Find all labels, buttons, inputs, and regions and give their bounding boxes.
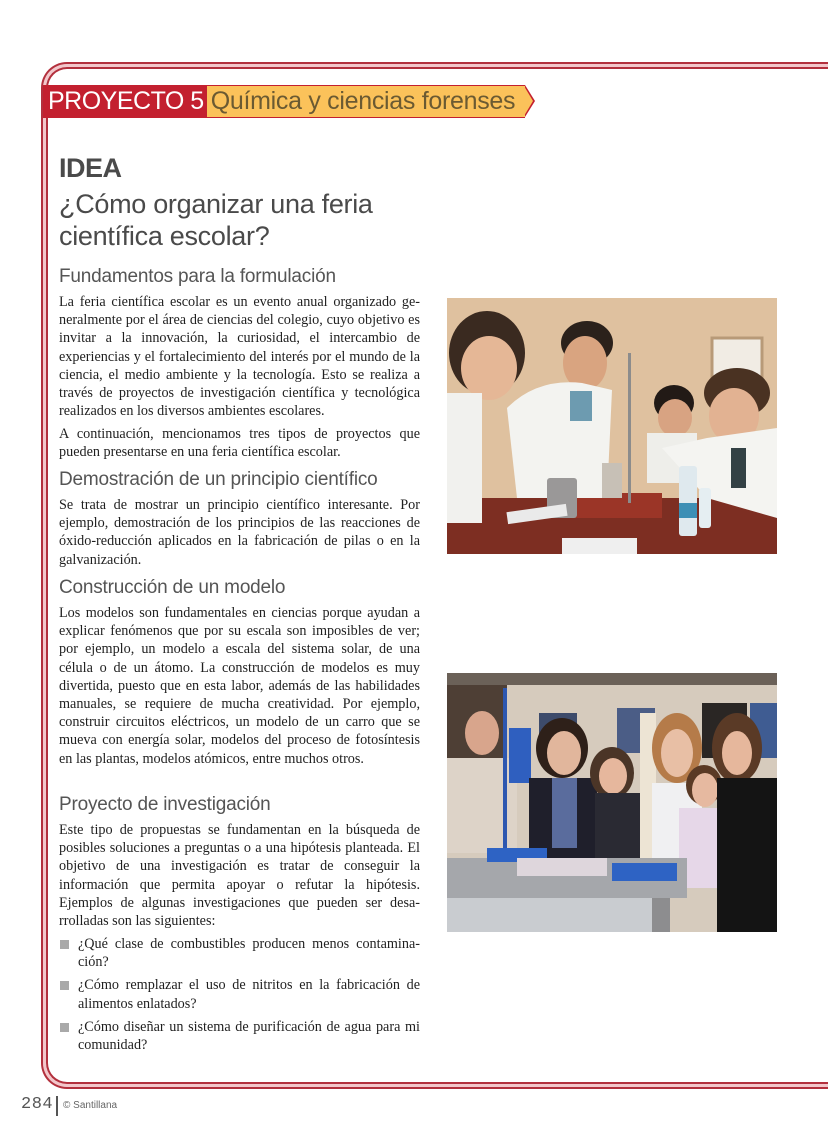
list-item-text: ¿Cómo diseñar un sistema de purificación de agua para mi comunidad? bbox=[78, 1018, 420, 1054]
list-item-text: ¿Qué clase de combustibles producen menos contaminación? bbox=[78, 936, 420, 971]
project-banner bbox=[43, 85, 535, 118]
list-item bbox=[59, 935, 420, 971]
section-title-construccion: Construcción de un modelo bbox=[59, 577, 286, 598]
investigation-examples-list bbox=[59, 935, 420, 1059]
copyright-notice: © Santillana bbox=[63, 1100, 118, 1111]
square-bullet-icon bbox=[60, 981, 69, 990]
section-title-fundamentos: Fundamentos para la formulación bbox=[59, 266, 336, 287]
idea-question bbox=[59, 188, 419, 252]
list-item bbox=[59, 976, 420, 1012]
paragraph-fundamentos-1: La feria científica escolar es un evento anual organizado generalmente por el área de ciencias del colegio, cuyo objetivo es invitar a la innovación, la curiosidad, el intercambio de experiencias y el fortalecimiento del interés por el mundo de la ciencia, el medio ambiente y la tecnología. Esto se realiza a través de proyectos de investigación científica y tecnológica realizados en los diversos ambientes escolares. bbox=[59, 294, 420, 420]
paragraph-fundamentos-2: A continuación, mencionamos tres tipos de proyectos que pueden presentarse en una feria científica escolar. bbox=[59, 426, 420, 461]
page-number: 284 bbox=[21, 1095, 54, 1114]
idea-question-line1: ¿Cómo organizar una feria bbox=[59, 189, 373, 219]
paragraph-demostracion: Se trata de mostrar un principio científico interesante. Por ejemplo, demostración de los principios de las reacciones de óxido-reducción aplicados en la fabricación de pilas o en la galvanización. bbox=[59, 497, 420, 568]
footer-divider bbox=[56, 1096, 58, 1116]
list-item-text: ¿Cómo remplazar el uso de nitritos en la fabricación de alimentos enlatados? bbox=[78, 977, 420, 1012]
section-title-investigacion: Proyecto de investigación bbox=[59, 794, 271, 815]
idea-heading: IDEA bbox=[59, 153, 122, 183]
paragraph-investigacion: Este tipo de propuestas se fundamentan en la búsqueda de posibles soluciones a preguntas o a una hipótesis planteada. El objetivo de una investigación es tratar de conseguir la información que permita apoyar o refutar la hipótesis. Ejemplos de algunas investigaciones que pueden ser desarrolladas son las siguientes: bbox=[59, 822, 420, 930]
paragraph-construccion: Los modelos son fundamentales en ciencias porque ayudan a explicar fenómenos que por su escala son imposibles de ver; por ejemplo, un modelo a escala del sistema solar, de una célula o de un átomo. La construcción de modelos es muy divertida, puesto que en esta labor, además de las habilidades manuales, se requiere de mucha creatividad. Por ejemplo, construir circuitos eléctricos, un modelo de un carro que se mueva con energía solar, modelos del proceso de fotosíntesis en las plantas, modelos atómicos, entre muchos otros. bbox=[59, 605, 420, 767]
banner-arrow-icon bbox=[525, 85, 535, 117]
photo-students-lab-illustration bbox=[447, 298, 777, 554]
photo-students-lab bbox=[447, 298, 777, 554]
square-bullet-icon bbox=[60, 940, 69, 949]
project-label: PROYECTO 5 bbox=[43, 85, 207, 118]
project-topic: Química y ciencias forenses bbox=[207, 85, 526, 118]
square-bullet-icon bbox=[60, 1023, 69, 1032]
section-title-demostracion: Demostración de un principio científico bbox=[59, 469, 378, 490]
photo-science-fair-group bbox=[447, 673, 777, 932]
list-item bbox=[59, 1018, 420, 1054]
photo-science-fair-group-illustration bbox=[447, 673, 777, 932]
idea-question-line2: científica escolar? bbox=[59, 221, 270, 251]
